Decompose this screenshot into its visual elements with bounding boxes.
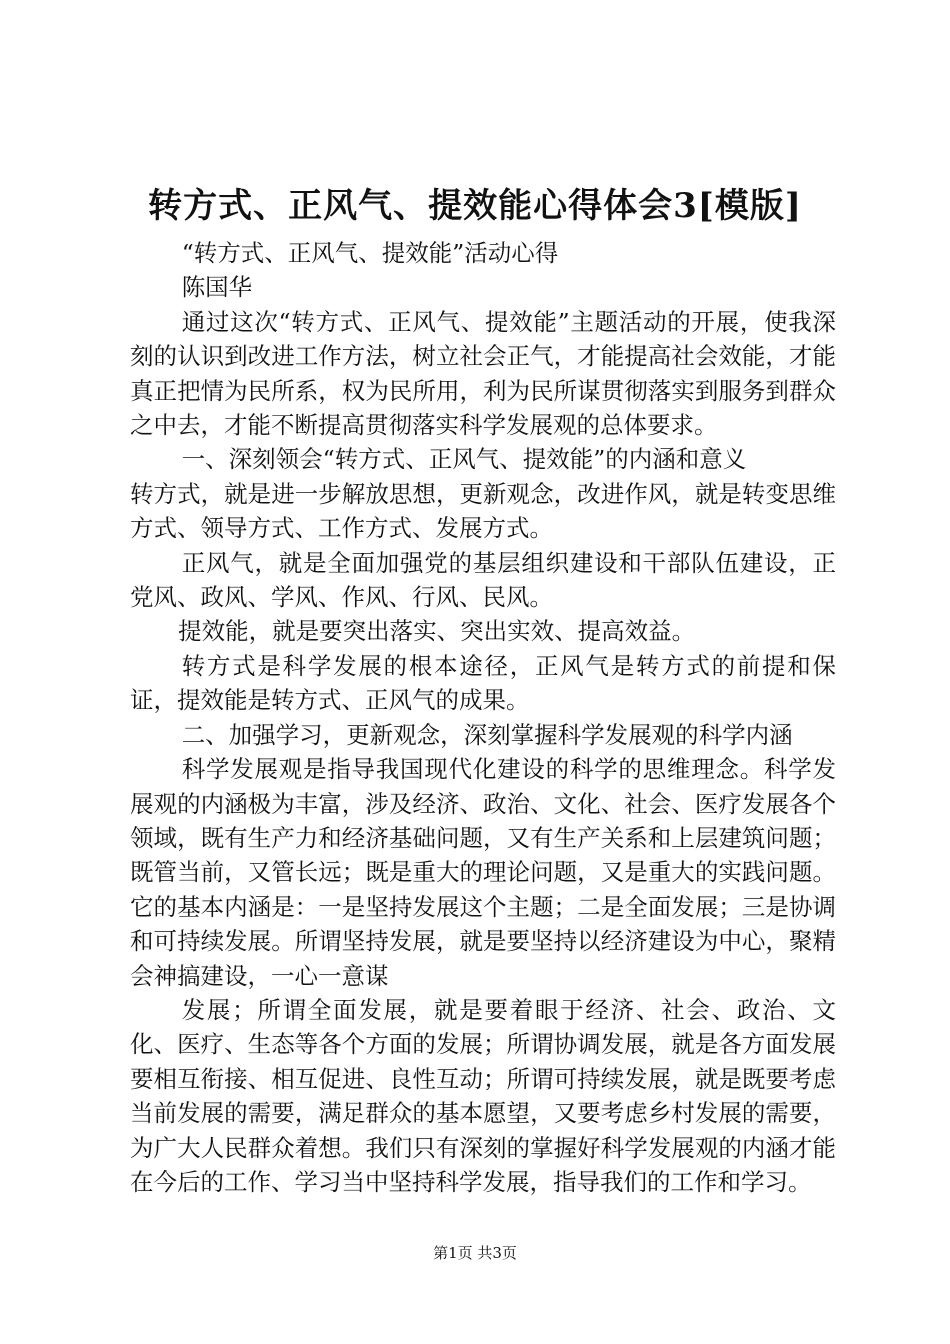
document-body xyxy=(130,236,836,1199)
body-paragraph: 发展；所谓全面发展，就是要着眼于经济、社会、政治、文化、医疗、生态等各个方面的发展；所谓协调发展，就是各方面发展要相互衔接、相互促进、良性互动；所谓可持续发展，就是既要考虑当前发展的需要，满足群众的基本愿望，又要考虑乡村发展的需要，为广大人民群众着想。我们只有深刻的掌握好科学发展观的内涵才能在今后的工作、学习当中坚持科学发展，指导我们的工作和学习。 xyxy=(130,995,836,1196)
intro-paragraph: 通过这次“转方式、正风气、提效能”主题活动的开展，使我深刻的认识到改进工作方法，树立社会正气，才能提高社会效能，才能真正把情为民所系，权为民所用，利为民所谋贯彻落实到服务到群众之中去，才能不断提高贯彻落实科学发展观的总体要求。 xyxy=(130,307,836,440)
body-paragraph: 转方式，就是进一步解放思想，更新观念，改进作风，就是转变思维方式、领导方式、工作方式、发展方式。 xyxy=(130,479,836,543)
body-paragraph: 转方式是科学发展的根本途径，正风气是转方式的前提和保证，提效能是转方式、正风气的成果。 xyxy=(130,651,836,715)
body-paragraph: 科学发展观是指导我国现代化建设的科学的思维理念。科学发展观的内涵极为丰富，涉及经济、政治、文化、社会、医疗发展各个领域，既有生产力和经济基础问题，又有生产关系和上层建筑问题；既管当前，又管长远；既是重大的理论问题，又是重大的实践问题。它的基本内涵是：一是坚持发展这个主题；二是全面发展；三是协调和可持续发展。所谓坚持发展，就是要坚持以经济建设为中心，聚精会神搞建设，一心一意谋 xyxy=(130,755,836,990)
section-heading-2: 二、加强学习，更新观念，深刻掌握科学发展观的科学内涵 xyxy=(181,720,793,749)
page-footer: 第1页 共3页 xyxy=(433,1244,517,1262)
subtitle-paragraph: “转方式、正风气、提效能”活动心得 xyxy=(181,239,559,267)
document-title: 转方式、正风气、提效能心得体会3[模版] xyxy=(148,186,802,226)
section-heading-1: 一、深刻领会“转方式、正风气、提效能”的内涵和意义 xyxy=(181,445,747,474)
author-paragraph: 陈国华 xyxy=(181,273,253,302)
body-paragraph: 提效能，就是要突出落实、突出实效、提高效益。 xyxy=(178,617,696,646)
body-paragraph: 正风气，就是全面加强党的基层组织建设和干部队伍建设，正党风、政风、学风、作风、行风、民风。 xyxy=(130,548,836,612)
